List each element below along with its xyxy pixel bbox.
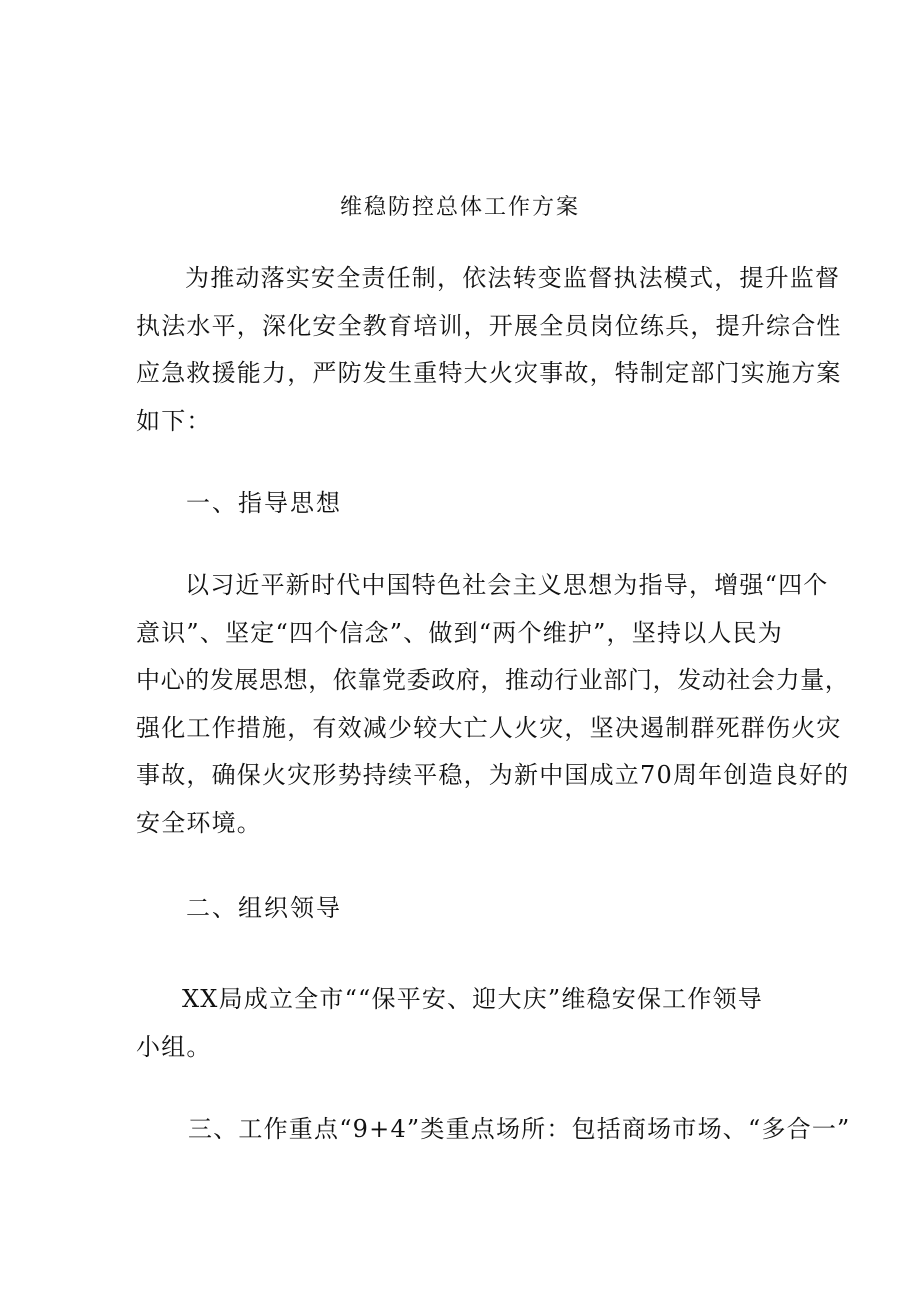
section-heading-guiding-ideology: 一、指导思想: [186, 489, 342, 517]
section-heading-organization: 二、组织领导: [186, 894, 342, 922]
paragraph-line: 意识”、坚定“四个信念”、做到“两个维护”，坚持以人民为: [136, 618, 783, 647]
intro-line: 如下：: [136, 406, 212, 435]
paragraph-line: 强化工作措施，有效减少较大亡人火灾，坚决遏制群死群伤火灾: [136, 713, 842, 742]
intro-paragraph: [136, 255, 842, 445]
paragraph-line: 中心的发展思想，依靠党委政府，推动行业部门，发动社会力量，: [136, 666, 850, 694]
guiding-ideology-paragraph: [136, 562, 850, 847]
paragraph-line: 安全环境。: [136, 808, 262, 837]
intro-line: 执法水平，深化安全教育培训，开展全员岗位练兵，提升综合性: [136, 311, 842, 340]
paragraph-line: 事故，确保火灾形势持续平稳，为新中国成立70周年创造良好的: [136, 761, 850, 789]
organization-paragraph: [136, 976, 776, 1071]
paragraph-line: 三、工作重点“9+4”类重点场所：包括商场市场、“多合一”: [188, 1115, 851, 1143]
paragraph-line: XX局成立全市““保平安、迎大庆”维稳安保工作领导: [182, 985, 763, 1013]
paragraph-line: 小组。: [136, 1032, 212, 1061]
work-focus-paragraph: [136, 1106, 851, 1154]
intro-line: 应急救援能力，严防发生重特大火灾事故，特制定部门实施方案: [136, 359, 842, 387]
paragraph-line: 以习近平新时代中国特色社会主义思想为指导，增强“四个: [185, 571, 829, 599]
document-title: 维稳防控总体工作方案: [339, 195, 580, 220]
intro-line: 为推动落实安全责任制，依法转变监督执法模式，提升监督: [185, 264, 841, 292]
